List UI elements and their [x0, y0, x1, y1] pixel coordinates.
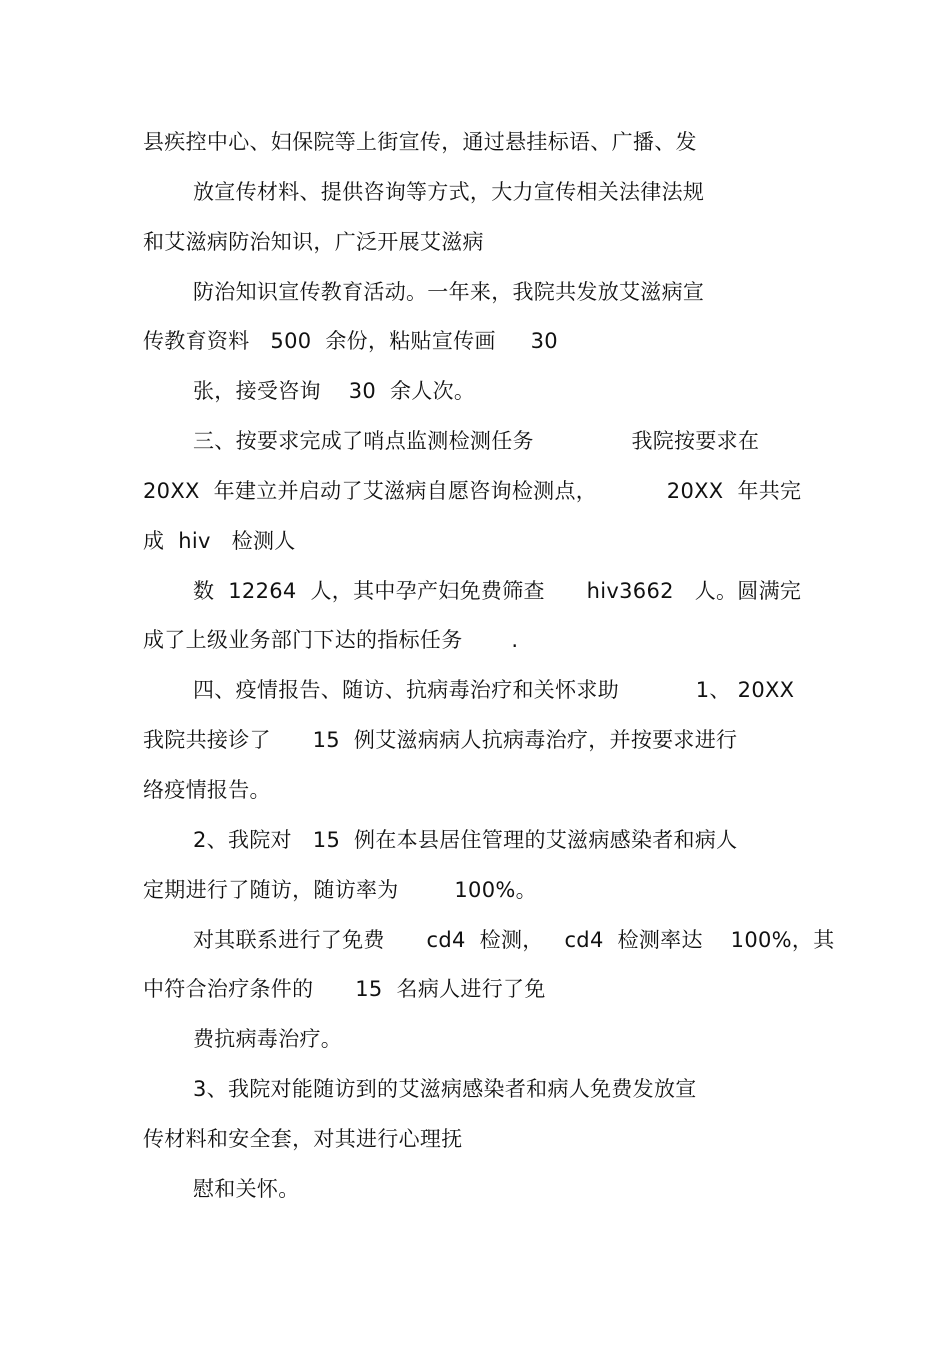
paragraph-line: 费抗病毒治疗。: [193, 1027, 343, 1051]
paragraph-line: 2、我院对 15 例在本县居住管理的艾滋病感染者和病人: [193, 828, 738, 852]
paragraph-line: 络疫情报告。: [143, 778, 271, 802]
paragraph-line: 传材料和安全套，对其进行心理抚: [143, 1127, 463, 1151]
paragraph-line: 我院共接诊了 15 例艾滋病病人抗病毒治疗，并按要求进行: [143, 728, 738, 752]
paragraph-line: 数 12264 人，其中孕产妇免费筛查 hiv3662 人。圆满完: [193, 579, 802, 603]
paragraph-line: 20XX 年建立并启动了艾滋病自愿咨询检测点， 20XX 年共完: [143, 479, 802, 503]
paragraph-line: 慰和关怀。: [193, 1177, 300, 1201]
paragraph-line: 和艾滋病防治知识，广泛开展艾滋病: [143, 230, 484, 254]
paragraph-line: 张，接受咨询 30 余人次。: [193, 379, 476, 403]
paragraph-line: 定期进行了随访，随访率为 100%。: [143, 878, 537, 902]
paragraph-line: 3、我院对能随访到的艾滋病感染者和病人免费发放宣: [193, 1077, 697, 1101]
paragraph-line: 放宣传材料、提供咨询等方式，大力宣传相关法律法规: [193, 180, 705, 204]
paragraph-line: 防治知识宣传教育活动。一年来，我院共发放艾滋病宣: [193, 280, 705, 304]
paragraph-line: 成 hiv 检测人: [143, 529, 296, 553]
paragraph-line: 对其联系进行了免费 cd4 检测， cd4 检测率达 100%，其: [193, 928, 835, 952]
paragraph-line: 成了上级业务部门下达的指标任务 .: [143, 628, 519, 652]
paragraph-line: 县疾控中心、妇保院等上街宣传，通过悬挂标语、广播、发: [143, 130, 697, 154]
paragraph-line: 中符合治疗条件的 15 名病人进行了免: [143, 977, 546, 1001]
paragraph-line: 传教育资料 500 余份，粘贴宣传画 30: [143, 329, 558, 353]
section-heading-line: 四、疫情报告、随访、抗病毒治疗和关怀求助 1、 20XX: [193, 678, 795, 702]
section-heading-line: 三、按要求完成了哨点监测检测任务 我院按要求在: [193, 429, 760, 453]
